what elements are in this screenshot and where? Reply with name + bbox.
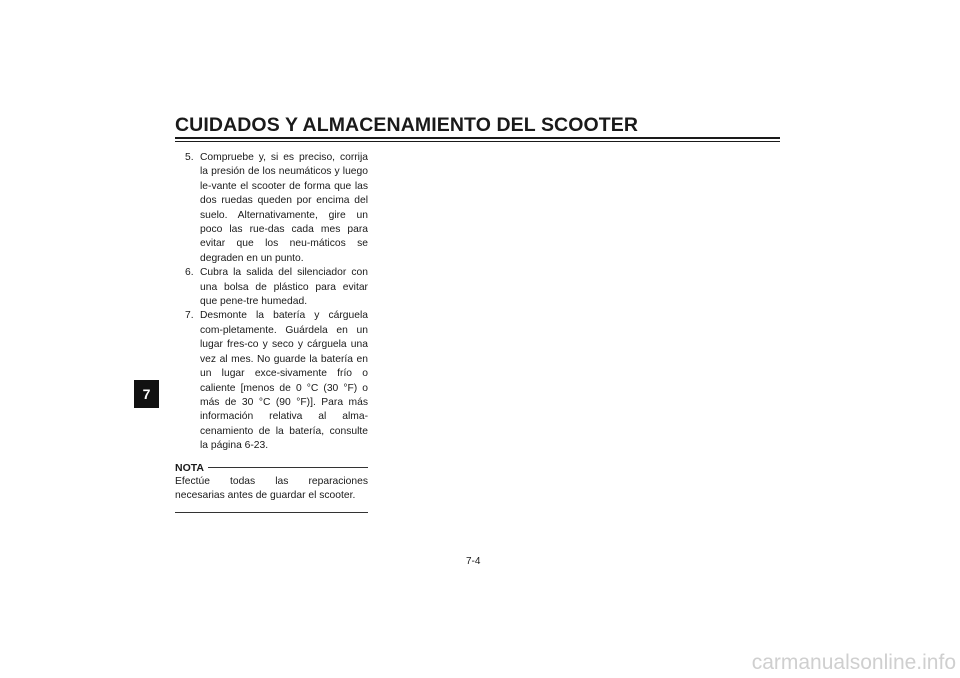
content-column <box>175 151 368 513</box>
step-number: 5. <box>185 152 194 163</box>
page-title: CUIDADOS Y ALMACENAMIENTO DEL SCOOTER <box>175 114 639 136</box>
note-box <box>175 461 368 514</box>
watermark: carmanualsonline.info <box>751 651 956 674</box>
step-text: Cubra la salida del silenciador con una bolsa de plástico para evitar que pene-tre humedad. <box>200 267 368 308</box>
chapter-tab: 7 <box>134 380 159 408</box>
page-number: 7-4 <box>466 556 481 567</box>
title-rule-thin <box>175 141 780 142</box>
note-header <box>175 461 368 475</box>
step-list <box>175 151 368 454</box>
step-number: 7. <box>185 310 194 322</box>
title-rule-thick <box>175 137 780 139</box>
step-number: 6. <box>185 267 194 279</box>
step-item <box>175 266 368 309</box>
step-item <box>175 309 368 453</box>
step-text: Compruebe y, si es preciso, corrija la presión de los neumáticos y luego le-vante el scooter de forma que las dos ruedas queden por encima del suelo. Alternativamente, gire un poco las rue-das cada mes para evitar que los neu-máticos se degraden en un punto. <box>200 152 368 264</box>
step-text: Desmonte la batería y cárguela com-pletamente. Guárdela en un lugar fres-co y seco y cárguela una vez al mes. No guarde la batería en un lugar exce-sivamente frío o caliente [menos de 0 °C (30 °F) o más de 30 °C (90 °F)]. Para más información relativa al alma-cenamiento de la batería, consulte la página 6-23. <box>200 310 368 452</box>
note-text: Efectúe todas las reparaciones necesarias antes de guardar el scooter. <box>175 475 368 501</box>
note-label: NOTA <box>175 461 204 474</box>
note-end-rule <box>175 512 368 513</box>
note-rule <box>208 467 368 468</box>
step-item <box>175 151 368 266</box>
